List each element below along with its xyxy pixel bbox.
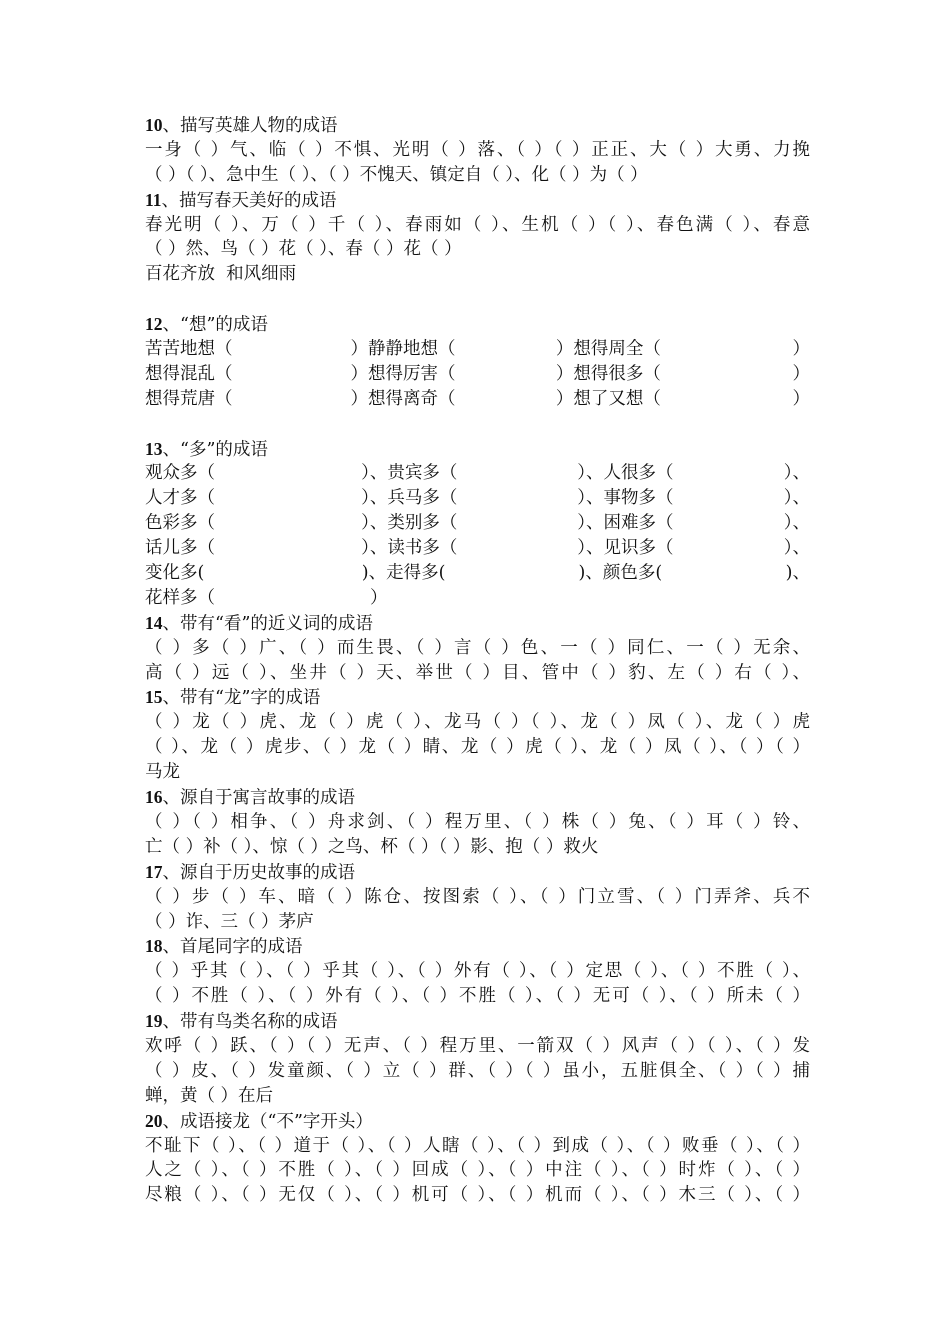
fill-cell: ）、贵宾多（ [361, 463, 458, 484]
fill-cell: 想得混乱（ [145, 363, 233, 384]
text-line: （ ）诈、三（ ）茅庐 [145, 911, 314, 932]
section-13-heading [145, 437, 810, 462]
section-number: 17 [145, 861, 163, 882]
table-row [145, 362, 810, 387]
text-line: 尽粮（ ）、（ ）无仅（ ）、（ ）机可（ ）、（ ）机而（ ）、（ ）木三（ ）、（ ） [145, 1185, 810, 1206]
table-row [145, 511, 810, 536]
section-number: 15 [145, 687, 163, 708]
spacer [145, 412, 810, 437]
section-title: 、源自于寓言故事的成语 [162, 788, 355, 809]
text-line: 亡（ ）补（ ）、惊（ ）之鸟、杯（ ）（ ）影、抱（ ）救火 [145, 836, 599, 857]
fill-cell: ）、类别多（ [361, 513, 458, 534]
section-title: 、“多”的成语 [162, 439, 268, 460]
text-line: （ ）皮、（ ）发童颜、（ ）立（ ）群、（ ）（ ）虽小，五脏俱全、（ ）（ ）捕 [145, 1060, 810, 1081]
table-row [145, 586, 810, 611]
fill-cell: ）想得厉害（ [350, 363, 456, 384]
section-18-heading [145, 934, 810, 959]
table-row [145, 536, 810, 561]
section-17-heading [145, 860, 810, 885]
section-12-heading [145, 312, 810, 337]
fill-cell: ）、 [783, 513, 811, 534]
section-number: 20 [145, 1110, 163, 1131]
fill-cell: 人才多（ [145, 488, 215, 509]
section-title: 、描写英雄人物的成语 [162, 116, 338, 136]
text-line: （ ）、龙（ ）虎步、（ ）龙（ ）睛、龙（ ）虎（ ）、龙（ ）凤（ ）、（ ）（ ） [145, 737, 810, 758]
section-number: 13 [145, 438, 163, 459]
section-title: 、描写春天美好的成语 [161, 190, 337, 211]
text-line: 欢呼（ ）跃、（ ）（ ）无声、（ ）程万里、一箭双（ ）风声（ ）（ ）、（ ）发 [145, 1035, 810, 1056]
fill-cell: 观众多（ [145, 463, 215, 484]
table-row [145, 486, 810, 511]
section-number: 19 [145, 1011, 163, 1032]
fill-cell: ）想得很多（ [555, 363, 661, 384]
text-line: （ ）多（ ）广、（ ）而生畏、（ ）言（ ）色、一（ ）同仁、一（ ）无余、 [145, 637, 810, 658]
text-line: 马龙 [145, 762, 180, 783]
text-line: （ ）步（ ）车、暗（ ）陈仓、按图索（ ）、（ ）门立雪、（ ）门弄斧、兵不 [145, 886, 810, 907]
section-number: 10 [145, 115, 163, 135]
section-16-heading [145, 785, 810, 810]
fill-cell: ）、 [783, 463, 811, 484]
section-15-heading [145, 685, 810, 710]
fill-cell: ）、人很多（ [577, 463, 674, 484]
section-title: 、带有“龙”字的成语 [162, 688, 321, 709]
section-19-heading [145, 1009, 810, 1034]
text-line: 人之（ ）、（ ）不胜（ ）、（ ）回成（ ）、（ ）中注（ ）、（ ）时炸（ ）、（ ） [145, 1160, 810, 1181]
table-row [145, 387, 810, 412]
fill-cell: ）、见识多（ [577, 538, 674, 559]
fill-cell: )、走得多( [361, 563, 446, 584]
text-line: （ ）乎其（ ）、（ ）乎其（ ）、（ ）外有（ ）、（ ）定思（ ）、（ ）不胜（ ）、 [145, 961, 810, 982]
section-title: 、成语接龙（“不”字开头） [162, 1111, 373, 1132]
text-line: （ ）然、鸟（ ）花（ ）、春（ ）花（ ） [145, 239, 462, 260]
text-line: （ ）不胜（ ）、（ ）外有（ ）、（ ）不胜（ ）、（ ）无可（ ）、（ ）所未（ ） [145, 986, 810, 1007]
section-14-heading [145, 611, 810, 636]
fill-cell: 话儿多（ [145, 538, 215, 559]
section-number: 11 [145, 189, 162, 210]
fill-cell: ）、兵马多（ [361, 488, 458, 509]
fill-cell: 色彩多（ [145, 513, 215, 534]
fill-cell: ）、 [783, 488, 811, 509]
text-line: 不耻下（ ）、（ ）道于（ ）、（ ）人瞎（ ）、（ ）到成（ ）、（ ）败垂（ ）、（ ） [145, 1135, 810, 1156]
section-number: 18 [145, 936, 163, 957]
fill-cell: ） [792, 363, 811, 384]
text-line: 高（ ）远（ ）、坐井（ ）天、举世（ ）目、管中（ ）豹、左（ ）右（ ）、 [145, 662, 810, 683]
section-number: 14 [145, 612, 163, 633]
fill-cell: 苦苦地想（ [145, 339, 233, 360]
fill-cell: ）想得周全（ [555, 339, 661, 360]
table-row [145, 461, 810, 486]
fill-cell: ）想得离奇（ [350, 388, 456, 409]
fill-cell: 变化多( [145, 563, 205, 584]
section-title: 、带有鸟类名称的成语 [162, 1012, 338, 1033]
fill-cell: 花样多（ [145, 587, 215, 608]
text-line: 百花齐放 和风细雨 [145, 264, 297, 285]
fill-cell: ）想了又想（ [555, 388, 661, 409]
fill-cell: )、颜色多( [578, 563, 663, 584]
fill-cell: ）、困难多（ [577, 513, 674, 534]
spacer [145, 287, 810, 312]
fill-cell: ）、事物多（ [577, 488, 674, 509]
fill-cell: )、 [785, 563, 810, 584]
fill-cell: ）、 [783, 538, 811, 559]
fill-cell: ） [370, 587, 388, 608]
fill-cell: ） [792, 388, 811, 409]
table-row [145, 337, 810, 362]
table-row [145, 561, 810, 586]
section-10-heading [145, 113, 810, 138]
worksheet-page [145, 113, 810, 1208]
section-11-heading [145, 188, 810, 213]
fill-cell: 想得荒唐（ [145, 388, 233, 409]
section-title: 、“想”的成语 [162, 315, 268, 336]
section-20-heading [145, 1109, 810, 1134]
section-title: 、带有“看”的近义词的成语 [162, 613, 373, 634]
section-number: 16 [145, 787, 163, 808]
section-title: 、源自于历史故事的成语 [162, 862, 355, 883]
fill-cell: ） [792, 339, 811, 360]
text-line: 蝉，黄（ ）在后 [145, 1085, 274, 1106]
text-line: 春光明（ ）、万（ ）千（ ）、春雨如（ ）、生机（ ）（ ）、春色满（ ）、春意 [145, 214, 810, 235]
section-title: 、首尾同字的成语 [162, 937, 303, 958]
fill-cell: ）、读书多（ [361, 538, 458, 559]
text-line: （ ）（ ）、急中生（ ）、（ ）不愧天、镇定自（ ）、化（ ）为（ ） [145, 164, 648, 185]
text-line: 一身（ ）气、临（ ）不惧、光明（ ）落、（ ）（ ）正正、大（ ）大勇、力挽 [145, 139, 810, 160]
fill-cell: ）静静地想（ [350, 339, 456, 360]
section-number: 12 [145, 314, 163, 335]
text-line: （ ）（ ）相争、（ ）舟求剑、（ ）程万里、（ ）株（ ）兔、（ ）耳（ ）铃、 [145, 811, 810, 832]
text-line: （ ）龙（ ）虎、龙（ ）虎（ ）、龙马（ ）（ ）、龙（ ）凤（ ）、龙（ ）虎 [145, 712, 810, 733]
